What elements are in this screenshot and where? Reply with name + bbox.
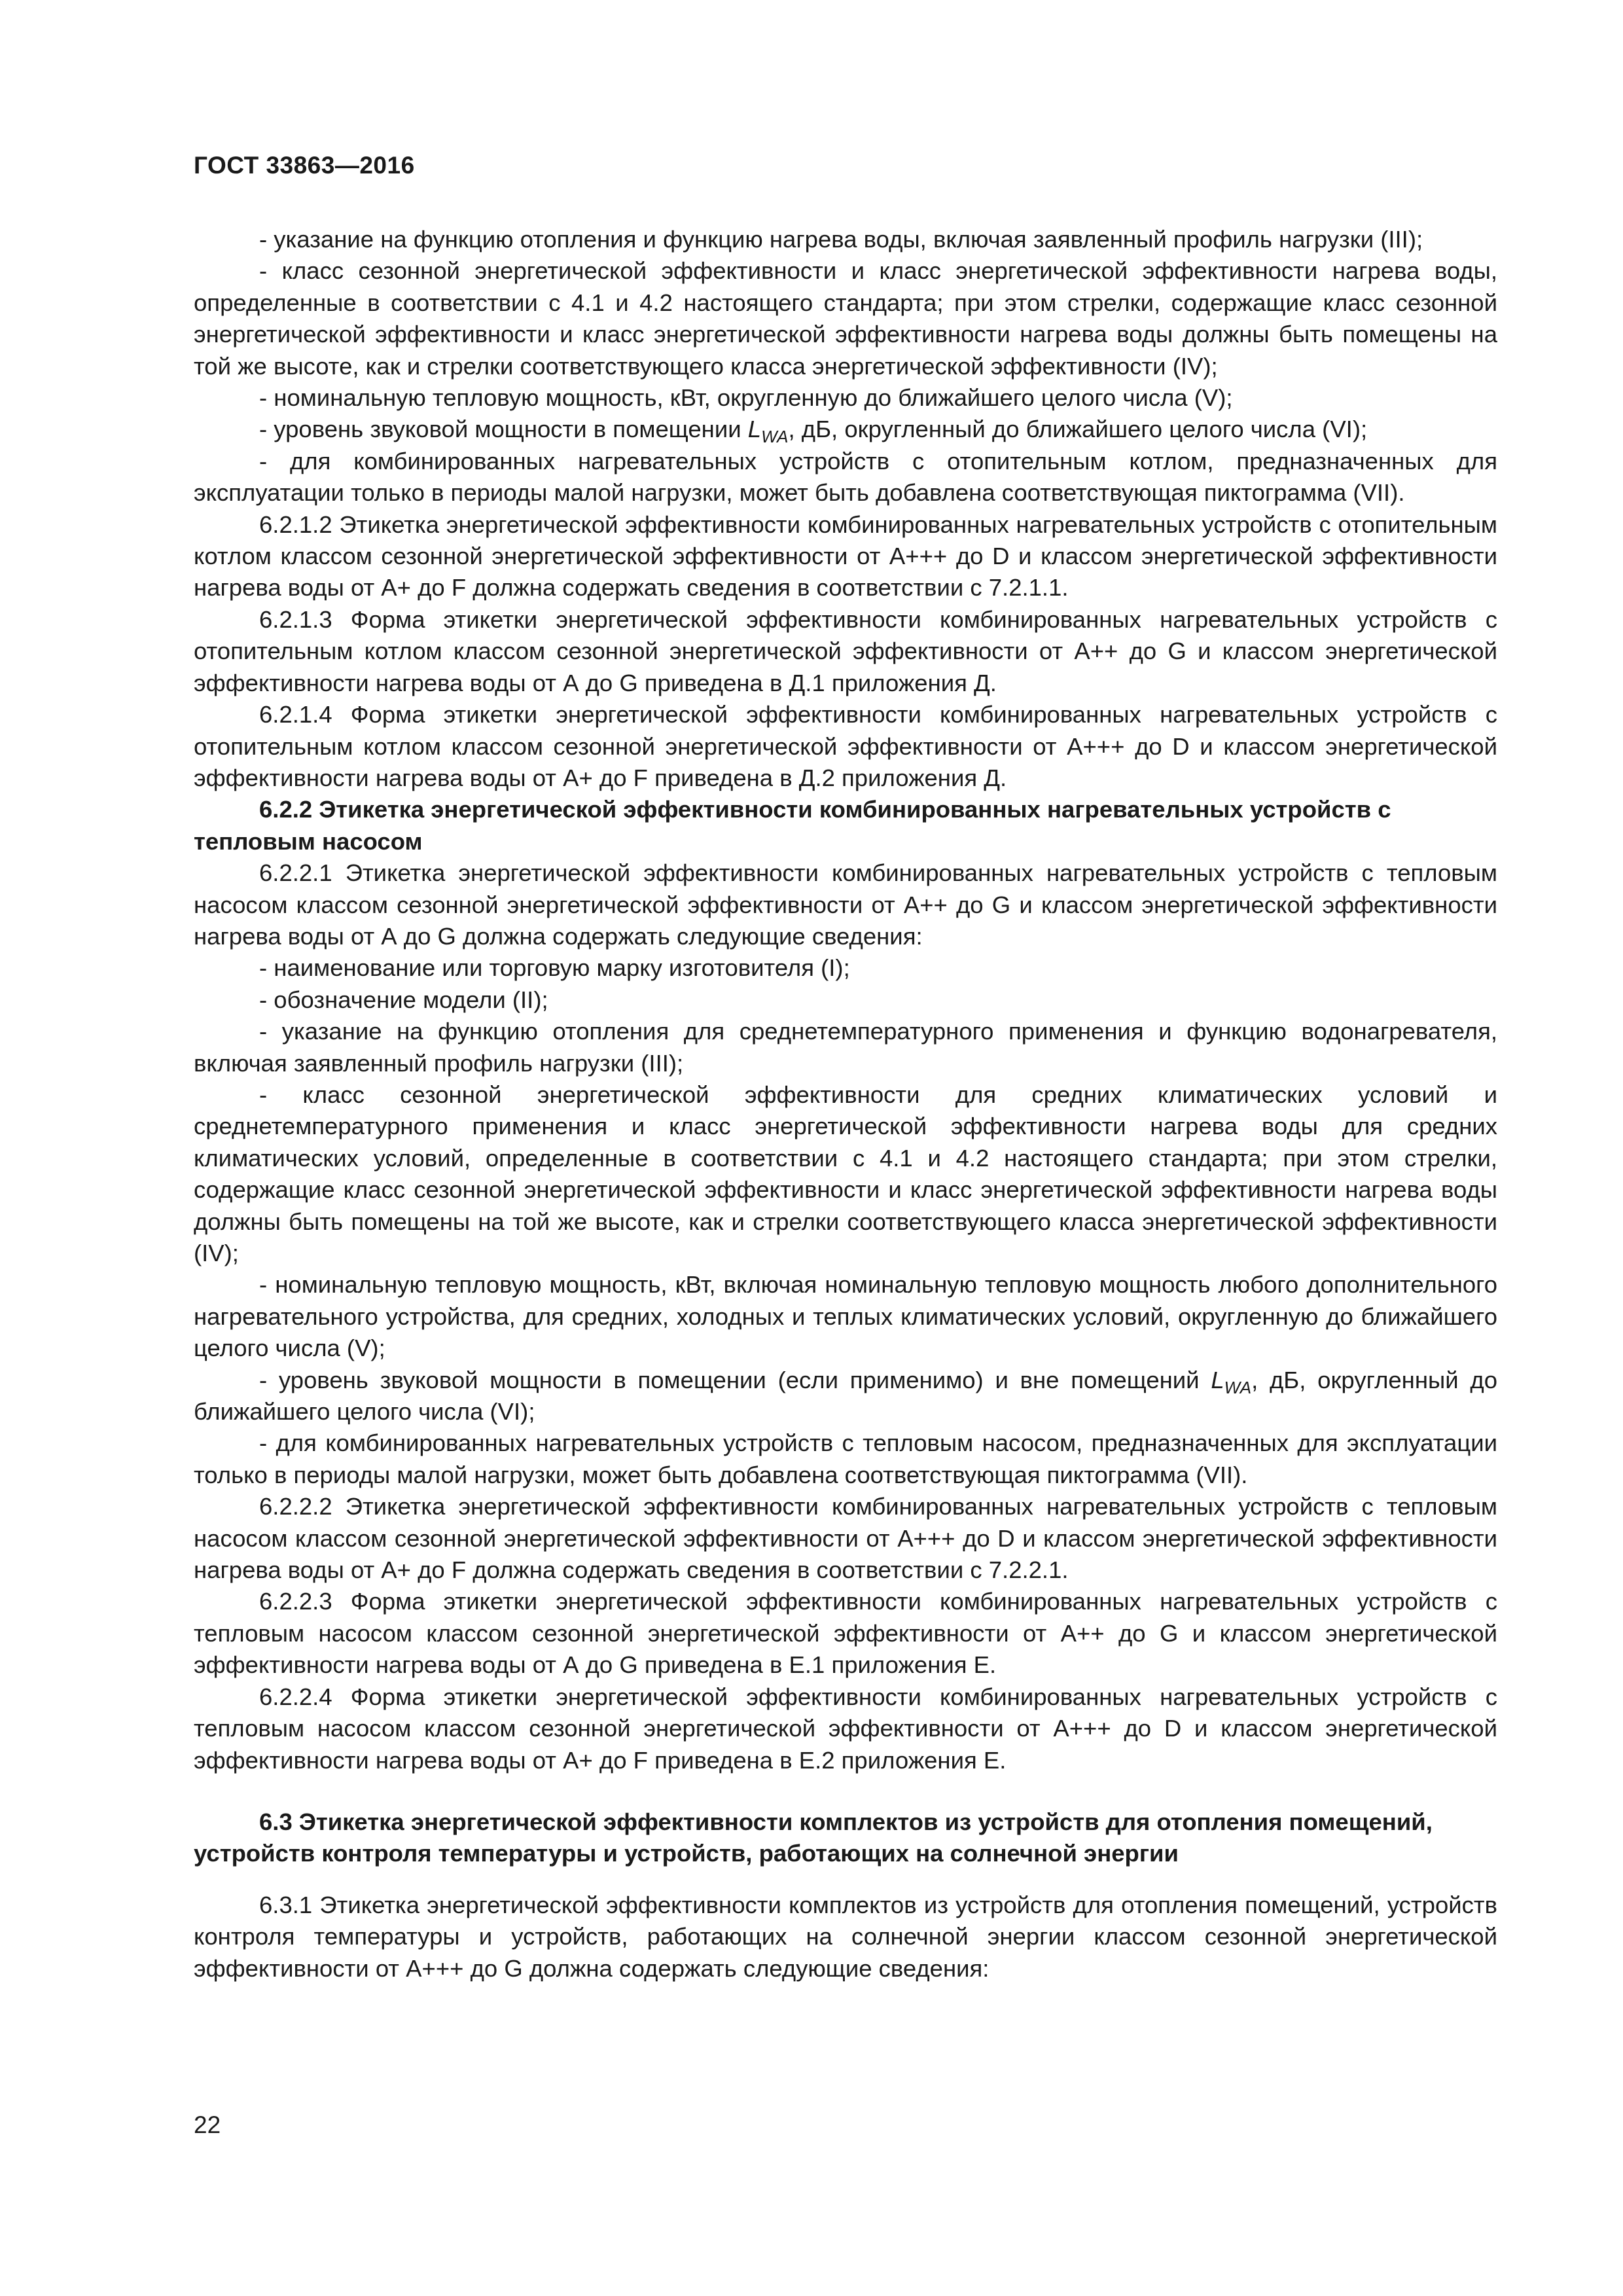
list-item: - класс сезонной энергетической эффективности и класс энергетической эффективности нагрева воды, определенные в соответствии с 4.1 и 4.2 настоящего стандарта; при этом стрелки, содержащие класс сезонной энергетической эффективности и класс энергетической эффективности нагрева воды должны быть помещены на той же высоте, как и стрелки соответствующего класса энергетической эффективности (IV); — [194, 257, 1497, 380]
paragraph-6-2-1-4: 6.2.1.4 Форма этикетки энергетической эффективности комбинированных нагревательных устройств с отопительным котлом классом сезонной энергетической эффективности от А+++ до D и классом энергетической эффективности нагрева воды от А+ до F приведена в Д.2 приложения Д. — [194, 701, 1497, 791]
page-number: 22 — [194, 2111, 221, 2138]
list-item: - наименование или торговую марку изготовителя (I); — [259, 954, 850, 982]
paragraph-6-2-2-4: 6.2.2.4 Форма этикетки энергетической эффективности комбинированных нагревательных устройств с тепловым насосом классом сезонной энергетической эффективности от А+++ до D и классом энергетической эффективности нагрева воды от А+ до F приведена в Е.2 приложения Е. — [194, 1683, 1497, 1774]
text-fragment: , дБ, округленный до ближайшего целого числа (VI); — [194, 1366, 1497, 1426]
list-item — [194, 1365, 1497, 1428]
text-fragment: - уровень звуковой мощности в помещении — [259, 416, 748, 443]
text-fragment: , дБ, округленный до ближайшего целого числа (VI); — [788, 416, 1368, 443]
paragraph-6-2-1-2: 6.2.1.2 Этикетка энергетической эффективности комбинированных нагревательных устройств с отопительным котлом классом сезонной энергетической эффективности от А+++ до D и классом энергетической эффективности нагрева воды от А+ до F должна содержать сведения в соответствии с 7.2.1.1. — [194, 511, 1497, 601]
list-item: - обозначение модели (II); — [259, 986, 548, 1013]
list-item: - номинальную тепловую мощность, кВт, включая номинальную тепловую мощность любого дополнительного нагревательного устройства, для средних, холодных и теплых климатических условий, округленную до ближайшего целого числа (V); — [194, 1271, 1497, 1362]
list-item — [194, 414, 1497, 445]
paragraph-6-2-2-1: 6.2.2.1 Этикетка энергетической эффективности комбинированных нагревательных устройств с тепловым насосом классом сезонной энергетической эффективности от А++ до G и классом энергетической эффективности нагрева воды от А до G должна содержать следующие сведения: — [194, 859, 1497, 950]
paragraph-6-3-1: 6.3.1 Этикетка энергетической эффективности комплектов из устройств для отопления помещений, устройств контроля температуры и устройств, работающих на солнечной энергии классом сезонной энергетической эффективности от А+++ до G должна содержать следующие сведения: — [194, 1891, 1497, 1982]
paragraph-6-2-1-3: 6.2.1.3 Форма этикетки энергетической эффективности комбинированных нагревательных устройств с отопительным котлом классом сезонной энергетической эффективности от А++ до G и классом энергетической эффективности нагрева воды от А до G приведена в Д.1 приложения Д. — [194, 605, 1497, 696]
list-item: - указание на функцию отопления и функцию нагрева воды, включая заявленный профиль нагрузки (III); — [259, 226, 1423, 253]
section-heading-6-2-2: 6.2.2 Этикетка энергетической эффективности комбинированных нагревательных устройств с тепловым насосом — [194, 796, 1391, 855]
list-item: - для комбинированных нагревательных устройств с отопительным котлом, предназначенных для эксплуатации только в периоды малой нагрузки, может быть добавлена соответствующая пиктограмма (VII). — [194, 447, 1497, 507]
list-item: - номинальную тепловую мощность, кВт, округленную до ближайшего целого числа (V); — [259, 384, 1233, 412]
sound-power-symbol: $L_{WA}$ — [747, 416, 789, 447]
list-item: - указание на функцию отопления для среднетемпературного применения и функцию водонагревателя, включая заявленный профиль нагрузки (III); — [194, 1018, 1497, 1077]
paragraph-6-2-2-3: 6.2.2.3 Форма этикетки энергетической эффективности комбинированных нагревательных устройств с тепловым насосом классом сезонной энергетической эффективности от А++ до G и классом энергетической эффективности нагрева воды от А до G приведена в Е.1 приложения Е. — [194, 1588, 1497, 1679]
list-item: - для комбинированных нагревательных устройств с тепловым насосом, предназначенных для эксплуатации только в периоды малой нагрузки, может быть добавлена соответствующая пиктограмма (VII). — [194, 1429, 1497, 1488]
section-heading-6-3: 6.3 Этикетка энергетической эффективности комплектов из устройств для отопления помещений, устройств контроля температуры и устройств, работающих на солнечной энергии — [194, 1808, 1433, 1867]
text-fragment: - уровень звуковой мощности в помещении (если применимо) и вне помещений — [259, 1366, 1211, 1393]
document-body — [194, 224, 1497, 1984]
sound-power-symbol: $L_{WA}$ — [1211, 1366, 1252, 1397]
list-item: - класс сезонной энергетической эффективности для средних климатических условий и среднетемпературного применения и класс энергетической эффективности нагрева воды для средних климатических условий, определенные в соответствии с 4.1 и 4.2 настоящего стандарта; при этом стрелки, содержащие класс сезонной энергетической эффективности и класс энергетической эффективности нагрева воды должны быть помещены на той же высоте, как и стрелки соответствующего класса энергетической эффективности (IV); — [194, 1081, 1497, 1266]
document-header: ГОСТ 33863—2016 — [194, 152, 415, 179]
paragraph-6-2-2-2: 6.2.2.2 Этикетка энергетической эффективности комбинированных нагревательных устройств с тепловым насосом классом сезонной энергетической эффективности от А+++ до D и классом энергетической эффективности нагрева воды от А+ до F должна содержать сведения в соответствии с 7.2.2.1. — [194, 1493, 1497, 1584]
